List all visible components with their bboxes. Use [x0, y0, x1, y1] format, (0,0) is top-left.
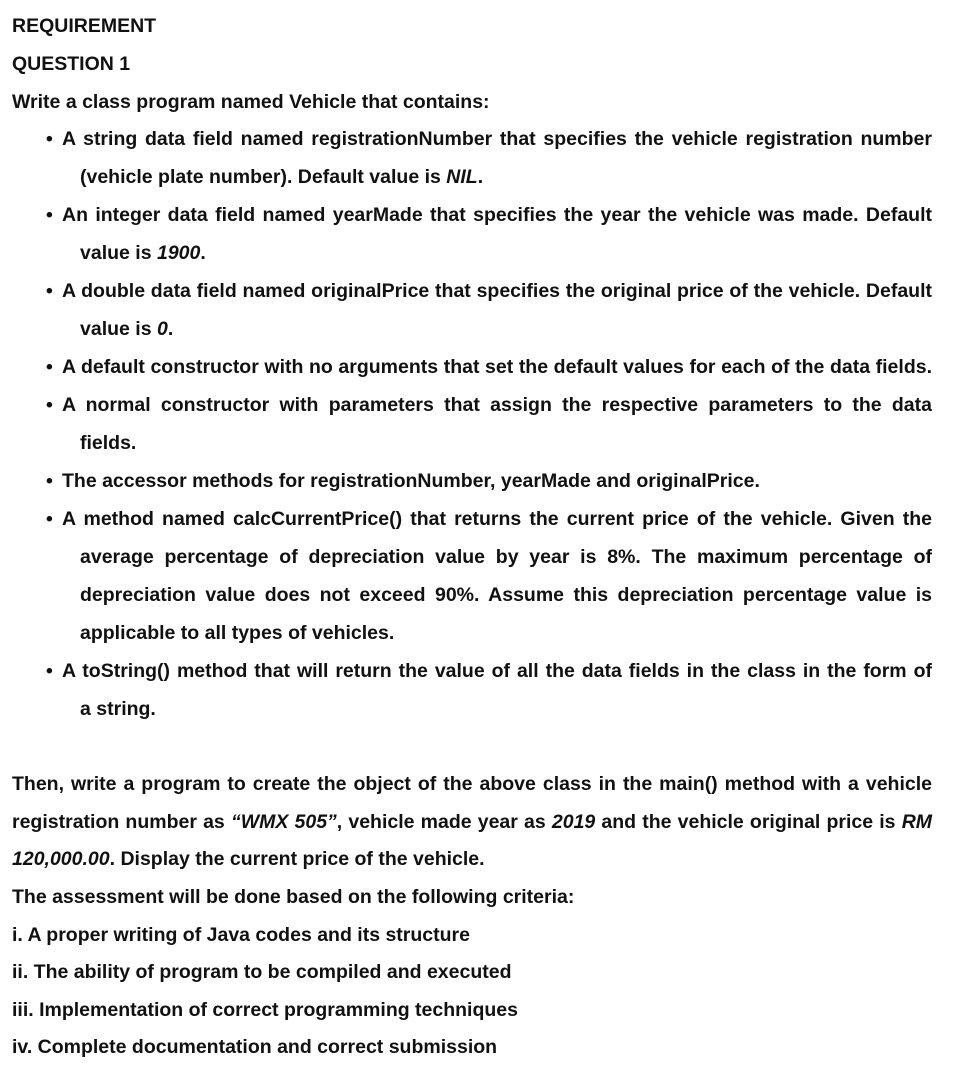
then-paragraph-line3: 120,000.00. Display the current price of the vehicle.: [12, 848, 485, 870]
heading: REQUIREMENT: [12, 15, 157, 37]
bullet-text: The accessor methods for registrationNumber, yearMade and originalPrice.: [62, 470, 760, 492]
intro-text: Write a class program named Vehicle that contains:: [12, 91, 490, 113]
bullet-icon: •: [46, 470, 53, 492]
then-paragraph-line1: Then, write a program to create the object of the above class in the main() method with a vehicle: [12, 773, 932, 795]
bullet-continuation: average percentage of depreciation value by year is 8%. The maximum percentage of: [80, 546, 932, 568]
bullet-continuation: depreciation value does not exceed 90%. Assume this depreciation percentage value is: [80, 584, 932, 606]
assessment-text: The assessment will be done based on the following criteria:: [12, 886, 575, 908]
bullet-text: A method named calcCurrentPrice() that returns the current price of the vehicle. Given the: [62, 508, 932, 530]
criteria-item: iii. Implementation of correct programming techniques: [12, 999, 518, 1021]
bullet-continuation: applicable to all types of vehicles.: [80, 622, 395, 644]
bullet-continuation: a string.: [80, 698, 156, 720]
bullet-icon: •: [46, 508, 53, 530]
bullet-text: A default constructor with no arguments that set the default values for each of the data fields.: [62, 356, 932, 378]
bullet-text: A toString() method that will return the value of all the data fields in the class in the form of: [62, 660, 932, 682]
bullet-icon: •: [46, 280, 53, 302]
criteria-item: ii. The ability of program to be compiled and executed: [12, 961, 512, 983]
bullet-continuation: value is 0.: [80, 318, 174, 340]
question-title: QUESTION 1: [12, 53, 131, 75]
bullet-continuation: value is 1900.: [80, 242, 206, 264]
bullet-text: An integer data field named yearMade that specifies the year the vehicle was made. Default: [62, 204, 932, 226]
bullet-icon: •: [46, 128, 53, 150]
bullet-continuation: (vehicle plate number). Default value is NIL.: [80, 166, 484, 188]
bullet-continuation: fields.: [80, 432, 137, 454]
bullet-icon: •: [46, 660, 53, 682]
bullet-icon: •: [46, 356, 53, 378]
bullet-text: A double data field named originalPrice that specifies the original price of the vehicle. Default: [62, 280, 932, 302]
criteria-item: i. A proper writing of Java codes and its structure: [12, 924, 470, 946]
bullet-icon: •: [46, 394, 53, 416]
bullet-icon: •: [46, 204, 53, 226]
then-paragraph-line2: registration number as “WMX 505”, vehicle made year as 2019 and the vehicle original price is RM: [12, 811, 933, 833]
bullet-text: A normal constructor with parameters that assign the respective parameters to the data: [62, 394, 932, 416]
criteria-item: iv. Complete documentation and correct submission: [12, 1036, 498, 1058]
bullet-text: A string data field named registrationNumber that specifies the vehicle registration number: [62, 128, 932, 150]
